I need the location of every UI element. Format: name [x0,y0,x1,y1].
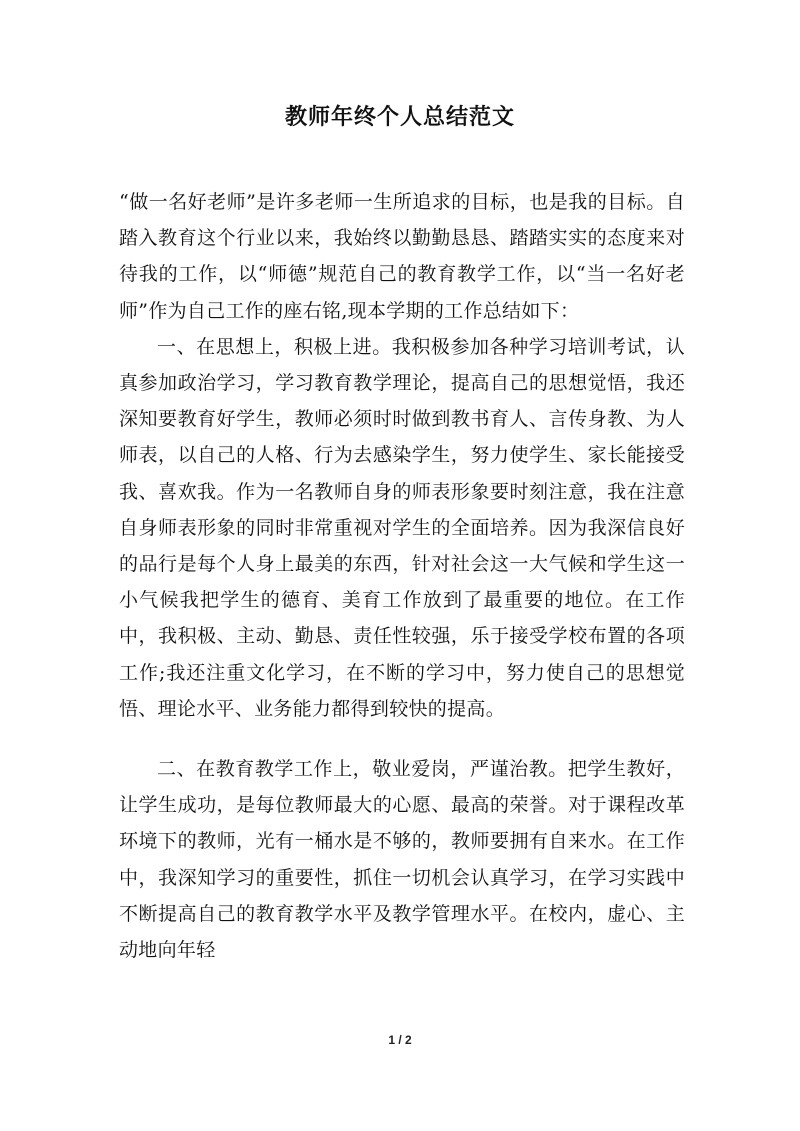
document-body [119,184,685,968]
paragraph-intro: “做一名好老师”是许多老师一生所追求的目标，也是我的目标。自踏入教育这个行业以来，我始终以勤勤恳恳、踏踏实实的态度来对待我的工作，以“师德”规范自己的教育教学工作，以“当一名好老师”作为自己工作的座右铭,现本学期的工作总结如下： [119,191,685,322]
paragraph-teaching: 二、在教育教学工作上，敬业爱岗，严谨治教。把学生教好，让学生成功，是每位教师最大的心愿、最高的荣誉。对于课程改革环境下的教师，光有一桶水是不够的，教师要拥有自来水。在工作中，我深知学习的重要性，抓住一切机会认真学习，在学习实践中不断提高自己的教育教学水平及教学管理水平。在校内，虚心、主动地向年轻 [119,758,685,962]
page-number: 1 / 2 [388,1033,412,1047]
paragraph-thought: 一、在思想上，积极上进。我积极参加各种学习培训考试，认真参加政治学习，学习教育教学理论，提高自己的思想觉悟，我还深知要教育好学生，教师必须时时做到教书育人、言传身教、为人师表，以自己的人格、行为去感染学生，努力使学生、家长能接受我、喜欢我。作为一名教师自身的师表形象要时刻注意，我在注意自身师表形象的同时非常重视对学生的全面培养。因为我深信良好的品行是每个人身上最美的东西，针对社会这一大气候和学生这一小气候我把学生的德育、美育工作放到了最重要的地位。在工作中，我积极、主动、勤恳、责任性较强，乐于接受学校布置的各项工作;我还注重文化学习，在不断的学习中，努力使自己的思想觉悟、理论水平、业务能力都得到较快的提高。 [119,335,685,720]
document-title: 教师年终个人总结范文 [284,104,515,130]
